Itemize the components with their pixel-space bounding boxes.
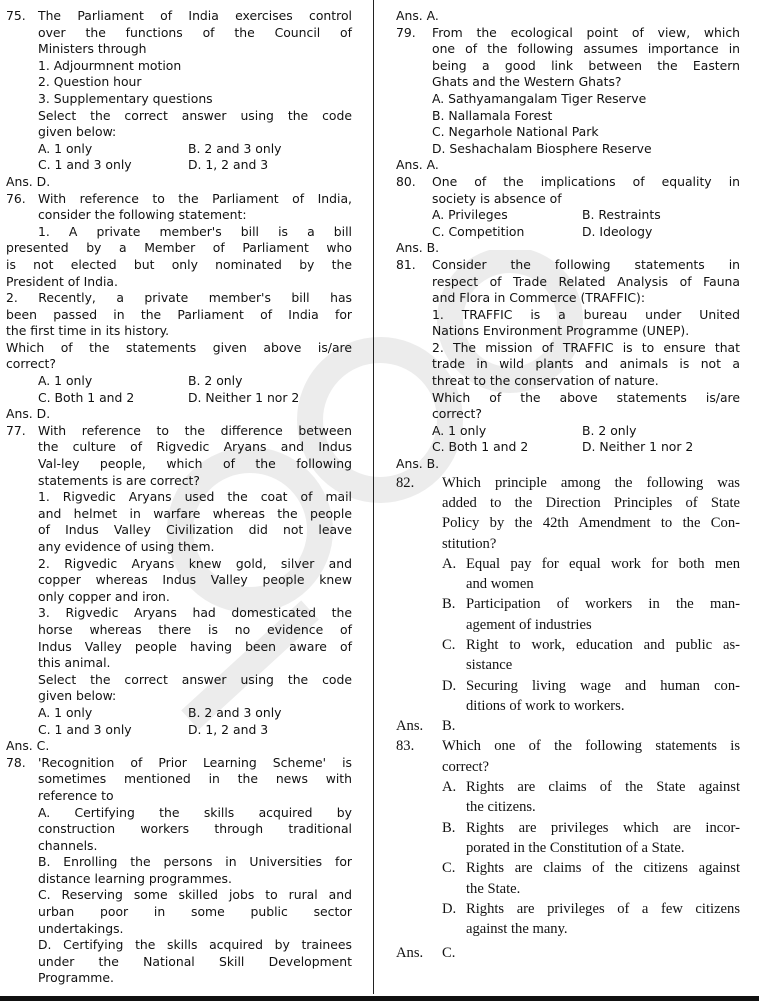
option-c: C. Negarhole National Park: [432, 124, 599, 140]
option-text: ditions of work to workers.: [466, 697, 625, 714]
option-b: B. Nallamala Forest: [432, 107, 553, 123]
option-b: B. 2 and 3 only: [188, 704, 282, 720]
option-a: A. Certifying the skills acquired by: [38, 804, 352, 820]
statement-2: copper whereas Indus Valley people knew: [38, 572, 352, 588]
answer: Ans. B.: [396, 240, 440, 256]
option-a: A. 1 only: [432, 422, 487, 438]
answer: Ans. A.: [396, 157, 439, 173]
question-text: From the ecological point of view, which: [432, 24, 740, 40]
question-77: [6, 423, 352, 755]
option-d: [442, 899, 740, 940]
question-text: the culture of Rigvedic Aryans and Indus: [38, 439, 352, 455]
statement-1: of Indus Valley Civilization did not leave: [38, 522, 352, 538]
statement-1: presented by a Member of Parliament who: [6, 240, 352, 256]
list-item: 3. Supplementary questions: [38, 90, 213, 106]
question-text: The Parliament of India exercises control: [38, 8, 352, 23]
statement-2: the first time in its history.: [6, 323, 170, 339]
option-a: A. 1 only: [38, 140, 93, 156]
option-text: Participation of workers in the man-: [466, 596, 740, 613]
option-b: B. Enrolling the persons in Universities for: [38, 854, 352, 870]
option-text: Rights are privileges which are incor-: [466, 819, 740, 836]
answer: Ans. D.: [6, 173, 51, 189]
option-a: A. 1 only: [38, 373, 93, 389]
question-text: sometimes mentioned in the news with: [38, 771, 352, 787]
answer: Ans. D.: [6, 406, 51, 422]
option-a: construction workers through traditional: [38, 821, 352, 837]
question-text: Which of the statements given above is/are: [6, 339, 352, 355]
option-d: D. 1, 2 and 3: [188, 157, 269, 173]
question-text: With reference to the difference between: [38, 422, 352, 438]
statement-2: threat to the conservation of nature.: [432, 373, 659, 389]
option-c: C. Competition: [432, 223, 525, 239]
option-a: [442, 554, 740, 595]
left-column: [6, 8, 352, 987]
statement-2: 2. The mission of TRAFFIC is to ensure that: [432, 339, 740, 355]
question-text: Policy by the 42th Amendment to the Con-: [442, 515, 740, 532]
question-number: 82.: [396, 474, 415, 491]
question-82: [396, 473, 740, 737]
option-d: D. Ideology: [582, 223, 653, 239]
list-item: 1. Adjourmnent motion: [38, 57, 182, 73]
statement-3: this animal.: [38, 655, 111, 671]
bottom-border: [0, 996, 759, 1001]
question-80: [396, 173, 740, 257]
option-b: distance learning programmes.: [38, 870, 232, 886]
statement-2: 2. Rigvedic Aryans knew gold, silver and: [38, 555, 352, 571]
question-text: Which one of the following statements is: [442, 738, 740, 755]
statement-1: President of India.: [6, 273, 118, 289]
answer-label: Ans.: [396, 945, 424, 962]
option-c: urban poor in some public sector: [38, 904, 352, 920]
answer: Ans. C.: [6, 738, 50, 754]
option-text: Rights are privileges of a few citizens: [466, 900, 740, 917]
question-78: [6, 755, 352, 987]
option-c: C. Reserving some skilled jobs to rural and: [38, 887, 352, 903]
option-text: agement of industries: [466, 616, 592, 633]
option-b: B. 2 and 3 only: [188, 140, 282, 156]
option-text: Rights are claims of the State against: [466, 779, 740, 796]
instruction-text: given below:: [38, 688, 117, 704]
question-text: With reference to the Parliament of India,: [38, 190, 352, 206]
question-text: over the functions of the Council of: [38, 24, 352, 40]
option-text: against the many.: [466, 921, 568, 938]
option-a: channels.: [38, 837, 98, 853]
column-divider: [373, 0, 374, 994]
option-letter: C.: [442, 860, 456, 877]
option-text: porated in the Constitution of a State.: [466, 839, 685, 856]
question-text: Which principle among the following was: [442, 474, 740, 491]
question-number: 77.: [6, 422, 26, 438]
question-text: Which of the above statements is/are: [432, 389, 740, 405]
statement-2: only copper and iron.: [38, 588, 170, 604]
question-text: and Flora in Commerce (TRAFFIC):: [432, 290, 646, 306]
option-d: D. Seshachalam Biosphere Reserve: [432, 140, 652, 156]
question-number: 80.: [396, 173, 416, 189]
question-text: 'Recognition of Prior Learning Scheme' is: [38, 754, 352, 770]
statement-2: 2. Recently, a private member's bill has: [6, 290, 352, 306]
question-text: Val-ley people, which of the following: [38, 456, 352, 472]
option-d: D. Certifying the skills acquired by trainees: [38, 937, 352, 953]
option-d: D. Neither 1 nor 2: [582, 439, 694, 455]
question-number: 81.: [396, 256, 416, 272]
question-75: [6, 8, 352, 191]
statement-3: horse whereas there is no evidence of: [38, 621, 352, 637]
option-a: A. Privileges: [432, 207, 508, 223]
question-76: [6, 191, 352, 423]
option-text: Right to work, education and public as-: [466, 637, 740, 653]
answer-value: B.: [442, 718, 456, 735]
option-text: Equal pay for equal work for both men: [466, 555, 740, 572]
option-c: [442, 858, 740, 899]
option-c: C. Both 1 and 2: [432, 439, 529, 455]
option-d: [442, 676, 740, 717]
option-text: the State.: [466, 880, 521, 897]
statement-2: trade in wild plants and animals is not a: [432, 356, 740, 372]
question-text: One of the implications of equality in: [432, 173, 740, 189]
answer-label: Ans.: [396, 718, 424, 735]
option-d: D. Neither 1 nor 2: [188, 389, 300, 405]
answer-value: C.: [442, 945, 456, 962]
statement-1: 1. A private member's bill is a bill: [38, 223, 352, 239]
question-text: one of the following assumes importance in: [432, 41, 740, 57]
option-text: the citizens.: [466, 799, 536, 816]
statement-1: Nations Environment Programme (UNEP).: [432, 323, 690, 339]
statement-3: 3. Rigvedic Aryans had domesticated the: [38, 605, 352, 621]
option-letter: D.: [442, 677, 457, 694]
option-a: [442, 777, 740, 818]
option-c: C. 1 and 3 only: [38, 157, 132, 173]
question-number: 83.: [396, 738, 415, 755]
option-b: B. Restraints: [582, 207, 661, 223]
option-letter: B.: [442, 819, 456, 836]
answer: Ans. B.: [396, 456, 440, 472]
answer: [396, 943, 740, 963]
option-b: [442, 594, 740, 635]
option-c: [442, 635, 740, 676]
right-column: [396, 8, 740, 964]
answer: Ans. A.: [396, 8, 439, 23]
statement-3: Indus Valley people having been aware of: [38, 638, 352, 654]
option-d: Programme.: [38, 970, 114, 986]
question-text: correct?: [432, 406, 482, 422]
option-text: and women: [466, 576, 534, 593]
statement-1: any evidence of using them.: [38, 539, 215, 554]
question-text: correct?: [442, 758, 489, 775]
option-letter: A.: [442, 779, 457, 796]
question-text: Ghats and the Western Ghats?: [432, 74, 622, 90]
statement-1: 1. TRAFFIC is a bureau under United: [432, 306, 740, 322]
option-letter: B.: [442, 596, 456, 613]
question-text: consider the following statement:: [38, 207, 247, 223]
question-text: reference to: [38, 787, 114, 803]
option-a: A. Sathyamangalam Tiger Reserve: [432, 90, 647, 106]
option-b: B. 2 only: [582, 422, 637, 438]
question-text: respect of Trade Related Analysis of Fauna: [432, 273, 740, 289]
option-d: D. 1, 2 and 3: [188, 721, 269, 737]
question-83: [396, 736, 740, 963]
question-text: stitution?: [442, 535, 497, 552]
option-text: Securing living wage and human con-: [466, 677, 740, 694]
question-text: correct?: [6, 356, 56, 372]
instruction-text: Select the correct answer using the code: [38, 671, 352, 687]
answer: [396, 716, 740, 736]
question-text: added to the Direction Principles of State: [442, 494, 740, 511]
statement-2: been passed in the Parliament of India for: [6, 306, 352, 322]
question-79: [396, 24, 740, 174]
option-text: sistance: [466, 657, 513, 674]
option-c: C. Both 1 and 2: [38, 389, 135, 405]
question-81: [396, 256, 740, 473]
option-text: Rights are claims of the citizens against: [466, 860, 740, 877]
option-letter: D.: [442, 900, 457, 917]
question-text: being a good link between the Eastern: [432, 57, 740, 73]
question-text: statements is are correct?: [38, 472, 200, 488]
question-number: 78.: [6, 754, 26, 770]
option-d: under the National Skill Development: [38, 953, 352, 969]
option-c: C. 1 and 3 only: [38, 721, 132, 737]
option-c: undertakings.: [38, 920, 124, 936]
option-letter: C.: [442, 637, 456, 653]
statement-1: 1. Rigvedic Aryans used the coat of mail: [38, 489, 352, 505]
question-text: Consider the following statements in: [432, 256, 740, 272]
instruction-text: given below:: [38, 124, 117, 140]
option-b: B. 2 only: [188, 373, 243, 389]
question-text: Ministers through: [38, 41, 147, 57]
statement-1: is not elected but only nominated by the: [6, 256, 352, 272]
question-number: 76.: [6, 190, 26, 206]
option-a: A. 1 only: [38, 704, 93, 720]
question-number: 75.: [6, 8, 26, 23]
statement-1: and helmet in warfare whereas the people: [38, 505, 352, 521]
question-text: society is absence of: [432, 190, 562, 206]
question-number: 79.: [396, 24, 416, 40]
option-letter: A.: [442, 555, 457, 572]
list-item: 2. Question hour: [38, 74, 142, 90]
option-b: [442, 818, 740, 859]
instruction-text: Select the correct answer using the code: [38, 107, 352, 123]
